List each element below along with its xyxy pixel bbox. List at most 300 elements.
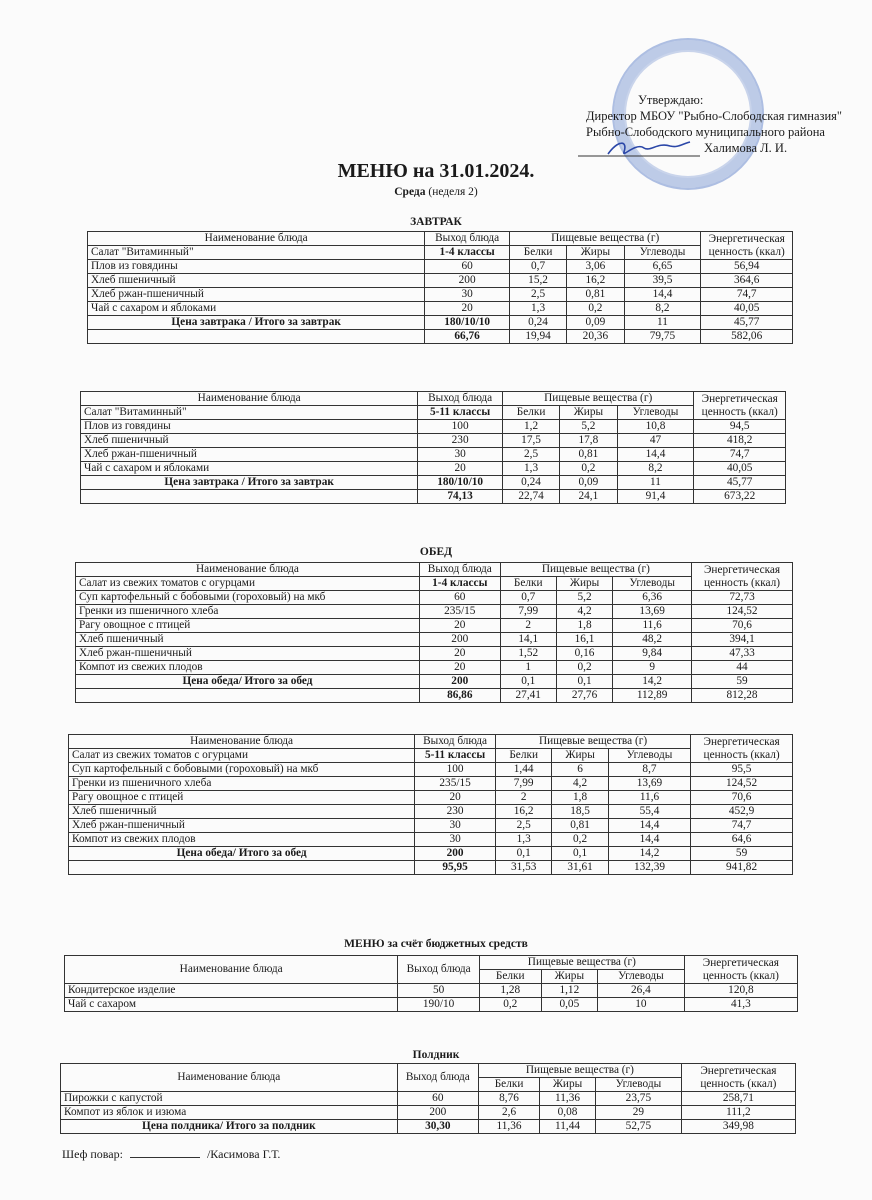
table-cell: 40,05	[701, 302, 793, 316]
table-cell: Хлеб ржан-пшеничный	[69, 819, 415, 833]
table-cell: 1,8	[552, 791, 608, 805]
table-cell: 59	[692, 675, 793, 689]
table-cell: 29	[595, 1106, 681, 1120]
table-cell: 6	[552, 763, 608, 777]
header-carbs: Углеводы	[617, 406, 694, 420]
header-yield: Выход блюда	[415, 735, 496, 749]
header-protein: Белки	[509, 246, 566, 260]
header-row	[81, 392, 786, 406]
table-cell: 2	[500, 619, 556, 633]
table-cell: 45,77	[701, 316, 793, 330]
table-cell: 180/10/10	[425, 316, 510, 330]
table-snack	[60, 1063, 796, 1134]
table-cell: 8,2	[624, 302, 701, 316]
director-signature	[578, 136, 700, 162]
table-row	[69, 777, 793, 791]
table-cell: 0,7	[500, 591, 556, 605]
table-cell: Плов из говядины	[88, 260, 425, 274]
table-cell: 16,2	[567, 274, 624, 288]
header-row	[88, 246, 793, 260]
table-cell: Цена обеда/ Итого за обед	[76, 675, 420, 689]
header-energy: Энергетическая ценность (ккал)	[701, 232, 793, 260]
table-cell: 59	[691, 847, 793, 861]
table-lunch-1-4	[75, 562, 793, 703]
header-protein: Белки	[502, 406, 559, 420]
table-cell: 47	[617, 434, 694, 448]
table-cell: 44	[692, 661, 793, 675]
table-cell: 14,2	[608, 847, 690, 861]
table-row	[76, 633, 793, 647]
table-cell: 17,5	[502, 434, 559, 448]
table-breakfast-5-11	[80, 391, 786, 504]
section-lunch: ОБЕД	[419, 546, 453, 558]
table-cell: 200	[425, 274, 510, 288]
table-cell: 0,09	[560, 476, 617, 490]
table-cell: 45,77	[694, 476, 786, 490]
header-dish: Наименование блюда	[88, 232, 425, 246]
table-cell: 180/10/10	[418, 476, 503, 490]
table-cell: 60	[419, 591, 500, 605]
table-cell: 230	[418, 434, 503, 448]
table-cell: 70,6	[691, 791, 793, 805]
table-cell: 66,76	[425, 330, 510, 344]
header-row	[81, 406, 786, 420]
table-cell: Хлеб ржан-пшеничный	[76, 647, 420, 661]
table-cell: 0,2	[552, 833, 608, 847]
table-cell: 418,2	[694, 434, 786, 448]
table-cell: 20	[419, 647, 500, 661]
section-budget: МЕНЮ за счёт бюджетных средств	[344, 938, 528, 950]
table-cell: 14,2	[613, 675, 692, 689]
table-cell: 55,4	[608, 805, 690, 819]
total-row	[81, 490, 786, 504]
approval-line-4: Халимова Л. И.	[704, 141, 788, 155]
table-cell: 1,3	[502, 462, 559, 476]
table-cell: 86,86	[419, 689, 500, 703]
table-cell: 70,6	[692, 619, 793, 633]
table-cell: 364,6	[701, 274, 793, 288]
header-row	[69, 749, 793, 763]
header-nutrients: Пищевые вещества (г)	[502, 392, 693, 406]
table-cell: 20	[419, 661, 500, 675]
table-cell: 24,1	[560, 490, 617, 504]
table-cell: 0,1	[500, 675, 556, 689]
table-cell: 11	[624, 316, 701, 330]
table-cell: 23,75	[595, 1092, 681, 1106]
header-protein: Белки	[500, 577, 556, 591]
table-row	[65, 998, 798, 1012]
header-row	[61, 1064, 796, 1078]
table-cell: 30	[418, 448, 503, 462]
table-cell: 14,4	[624, 288, 701, 302]
table-cell: 14,4	[608, 833, 690, 847]
table-cell: 20,36	[567, 330, 624, 344]
table-cell: Гренки из пшеничного хлеба	[76, 605, 420, 619]
table-cell: 5,2	[560, 420, 617, 434]
header-row	[88, 232, 793, 246]
table-cell: 235/15	[419, 605, 500, 619]
total-row	[76, 675, 793, 689]
table-cell: 0,1	[495, 847, 551, 861]
table-cell: Салат "Витаминный"	[81, 406, 418, 420]
table-cell: 20	[415, 791, 496, 805]
table-cell: 41,3	[684, 998, 797, 1012]
chef-name: /Касимова Г.Т.	[206, 1147, 281, 1161]
total-row	[76, 689, 793, 703]
table-cell: Компот из яблок и изюма	[61, 1106, 398, 1120]
table-cell: 31,53	[495, 861, 551, 875]
table-row	[61, 1092, 796, 1106]
table-cell: 190/10	[398, 998, 480, 1012]
table-cell: 91,4	[617, 490, 694, 504]
header-fat: Жиры	[541, 970, 597, 984]
table-cell: 13,69	[613, 605, 692, 619]
table-cell: 2,5	[495, 819, 551, 833]
table-cell: 349,98	[681, 1120, 795, 1134]
table-cell: 31,61	[552, 861, 608, 875]
table-cell	[69, 861, 415, 875]
header-yield: Выход блюда	[419, 563, 500, 577]
table-cell: Рагу овощное с птицей	[69, 791, 415, 805]
table-row	[69, 819, 793, 833]
table-breakfast-1-4	[87, 231, 793, 344]
table-cell: 17,8	[560, 434, 617, 448]
table-cell: 1,2	[502, 420, 559, 434]
table-cell: 2,6	[479, 1106, 540, 1120]
table-cell: 230	[415, 805, 496, 819]
table-cell: Рагу овощное с птицей	[76, 619, 420, 633]
table-cell: 94,5	[694, 420, 786, 434]
table-cell: Цена завтрака / Итого за завтрак	[88, 316, 425, 330]
table-cell: Салат из свежих томатов с огурцами	[76, 577, 420, 591]
header-energy: Энергетическая ценность (ккал)	[691, 735, 793, 763]
table-cell: 74,7	[701, 288, 793, 302]
table-cell: 452,9	[691, 805, 793, 819]
table-row	[81, 448, 786, 462]
table-cell: 11,6	[613, 619, 692, 633]
header-fat: Жиры	[540, 1078, 596, 1092]
table-row	[88, 260, 793, 274]
table-cell: 16,2	[495, 805, 551, 819]
header-row	[69, 735, 793, 749]
table-row	[81, 420, 786, 434]
table-cell: 1	[500, 661, 556, 675]
chef-signature-line	[62, 1147, 280, 1162]
table-cell: 0,1	[556, 675, 612, 689]
table-cell: 8,7	[608, 763, 690, 777]
header-yield: Выход блюда	[418, 392, 503, 406]
header-yield: Выход блюда	[425, 232, 510, 246]
table-body	[81, 392, 786, 504]
header-protein: Белки	[495, 749, 551, 763]
signature-blank	[130, 1147, 200, 1158]
table-cell: 30,30	[397, 1120, 478, 1134]
table-cell: 18,5	[552, 805, 608, 819]
table-cell: 10	[598, 998, 685, 1012]
header-carbs: Углеводы	[624, 246, 701, 260]
header-dish: Наименование блюда	[81, 392, 418, 406]
total-row	[88, 316, 793, 330]
table-lunch-5-11	[68, 734, 793, 875]
header-energy: Энергетическая ценность (ккал)	[681, 1064, 795, 1092]
table-cell: 2,5	[502, 448, 559, 462]
table-cell: 0,81	[567, 288, 624, 302]
header-carbs: Углеводы	[598, 970, 685, 984]
table-cell: Хлеб пшеничный	[69, 805, 415, 819]
table-row	[76, 591, 793, 605]
header-fat: Жиры	[552, 749, 608, 763]
table-cell: 14,4	[617, 448, 694, 462]
table-cell: 111,2	[681, 1106, 795, 1120]
table-cell: 14,4	[608, 819, 690, 833]
table-row	[69, 763, 793, 777]
header-yield: Выход блюда	[397, 1064, 478, 1092]
table-cell: 0,05	[541, 998, 597, 1012]
table-cell: 11,36	[540, 1092, 596, 1106]
table-cell: 0,2	[560, 462, 617, 476]
table-cell: 0,08	[540, 1106, 596, 1120]
total-row	[88, 330, 793, 344]
table-cell: 39,5	[624, 274, 701, 288]
table-cell: 7,99	[500, 605, 556, 619]
table-row	[65, 984, 798, 998]
table-cell: 4,2	[552, 777, 608, 791]
total-row	[81, 476, 786, 490]
table-cell: 13,69	[608, 777, 690, 791]
header-fat: Жиры	[560, 406, 617, 420]
table-cell: 200	[415, 847, 496, 861]
table-cell: Хлеб ржан-пшеничный	[81, 448, 418, 462]
table-row	[61, 1106, 796, 1120]
table-cell: 100	[418, 420, 503, 434]
table-cell: 394,1	[692, 633, 793, 647]
table-cell: Чай с сахаром и яблоками	[81, 462, 418, 476]
table-cell: Хлеб пшеничный	[76, 633, 420, 647]
table-cell: Цена полдника/ Итого за полдник	[61, 1120, 398, 1134]
header-dish: Наименование блюда	[76, 563, 420, 577]
total-row	[61, 1120, 796, 1134]
table-cell: 30	[415, 833, 496, 847]
table-cell: 74,7	[694, 448, 786, 462]
table-cell: Салат "Витаминный"	[88, 246, 425, 260]
table-cell: 95,5	[691, 763, 793, 777]
header-row	[76, 577, 793, 591]
header-nutrients: Пищевые вещества (г)	[479, 1064, 682, 1078]
page-subtitle	[0, 186, 872, 198]
table-cell: 1,28	[479, 984, 541, 998]
approval-line-3: Рыбно-Слободского муниципального района	[586, 125, 825, 139]
header-dish: Наименование блюда	[61, 1064, 398, 1092]
approval-line-1: Утверждаю:	[638, 93, 704, 107]
table-cell: 11,36	[479, 1120, 540, 1134]
table-cell: 812,28	[692, 689, 793, 703]
table-cell: 64,6	[691, 833, 793, 847]
table-body	[88, 232, 793, 344]
table-cell: 8,2	[617, 462, 694, 476]
table-cell: 120,8	[684, 984, 797, 998]
table-cell: Компот из свежих плодов	[69, 833, 415, 847]
table-cell: Цена завтрака / Итого за завтрак	[81, 476, 418, 490]
table-cell: 0,2	[556, 661, 612, 675]
table-cell: Кондитерское изделие	[65, 984, 398, 998]
table-cell: Суп картофельный с бобовыми (гороховый) на мкб	[76, 591, 420, 605]
table-cell: 30	[425, 288, 510, 302]
header-group: 5-11 классы	[418, 406, 503, 420]
header-fat: Жиры	[567, 246, 624, 260]
table-cell: 7,99	[495, 777, 551, 791]
header-protein: Белки	[479, 1078, 540, 1092]
header-dish: Наименование блюда	[65, 956, 398, 984]
table-cell: 11,6	[608, 791, 690, 805]
table-cell: 20	[419, 619, 500, 633]
table-cell: 1,3	[495, 833, 551, 847]
table-cell: 3,06	[567, 260, 624, 274]
table-cell: 19,94	[509, 330, 566, 344]
table-cell: Чай с сахаром	[65, 998, 398, 1012]
table-cell: 0,2	[479, 998, 541, 1012]
table-cell	[88, 330, 425, 344]
header-group: 1-4 классы	[419, 577, 500, 591]
table-cell: 9,84	[613, 647, 692, 661]
table-cell: 74,13	[418, 490, 503, 504]
table-row	[76, 647, 793, 661]
table-cell: 1,44	[495, 763, 551, 777]
total-row	[69, 861, 793, 875]
table-cell: 200	[419, 633, 500, 647]
section-snack: Полдник	[412, 1049, 460, 1061]
table-cell: 11,44	[540, 1120, 596, 1134]
table-cell: 11	[617, 476, 694, 490]
table-cell: 16,1	[556, 633, 612, 647]
table-cell: 27,41	[500, 689, 556, 703]
table-cell: 74,7	[691, 819, 793, 833]
header-carbs: Углеводы	[608, 749, 690, 763]
header-carbs: Углеводы	[613, 577, 692, 591]
table-row	[81, 434, 786, 448]
table-cell: 200	[397, 1106, 478, 1120]
table-cell: Салат из свежих томатов с огурцами	[69, 749, 415, 763]
table-cell: 0,16	[556, 647, 612, 661]
header-energy: Энергетическая ценность (ккал)	[694, 392, 786, 420]
table-cell: 6,36	[613, 591, 692, 605]
table-cell: 124,52	[692, 605, 793, 619]
table-cell: 0,81	[552, 819, 608, 833]
table-cell: Суп картофельный с бобовыми (гороховый) на мкб	[69, 763, 415, 777]
table-row	[69, 833, 793, 847]
subtitle-week: (неделя 2)	[428, 186, 478, 198]
table-cell: 9	[613, 661, 692, 675]
table-row	[88, 302, 793, 316]
table-cell: 27,76	[556, 689, 612, 703]
table-cell: 0,24	[502, 476, 559, 490]
header-protein: Белки	[479, 970, 541, 984]
header-fat: Жиры	[556, 577, 612, 591]
table-row	[76, 619, 793, 633]
table-cell: 1,3	[509, 302, 566, 316]
header-energy: Энергетическая ценность (ккал)	[692, 563, 793, 591]
table-cell: 0,09	[567, 316, 624, 330]
header-group: 5-11 классы	[415, 749, 496, 763]
table-cell: 47,33	[692, 647, 793, 661]
table-cell: 20	[418, 462, 503, 476]
table-cell: 673,22	[694, 490, 786, 504]
table-cell: 1,8	[556, 619, 612, 633]
table-row	[81, 462, 786, 476]
table-cell: 50	[398, 984, 480, 998]
table-cell: 235/15	[415, 777, 496, 791]
table-cell: 2	[495, 791, 551, 805]
table-cell: 72,73	[692, 591, 793, 605]
table-cell: 2,5	[509, 288, 566, 302]
table-cell: 56,94	[701, 260, 793, 274]
chef-label: Шеф повар:	[62, 1147, 123, 1161]
table-cell: 52,75	[595, 1120, 681, 1134]
table-row	[88, 288, 793, 302]
table-body	[65, 956, 798, 1012]
table-row	[69, 791, 793, 805]
header-nutrients: Пищевые вещества (г)	[479, 956, 684, 970]
table-cell: 0,1	[552, 847, 608, 861]
table-cell: 582,06	[701, 330, 793, 344]
header-carbs: Углеводы	[595, 1078, 681, 1092]
table-cell	[76, 689, 420, 703]
table-cell: 0,24	[509, 316, 566, 330]
table-cell: 95,95	[415, 861, 496, 875]
subtitle-day: Среда	[394, 186, 426, 198]
table-cell: 0,2	[567, 302, 624, 316]
table-cell: Гренки из пшеничного хлеба	[69, 777, 415, 791]
table-cell: 10,8	[617, 420, 694, 434]
table-cell: 124,52	[691, 777, 793, 791]
total-row	[69, 847, 793, 861]
table-cell: Хлеб пшеничный	[88, 274, 425, 288]
table-cell: 5,2	[556, 591, 612, 605]
table-row	[76, 661, 793, 675]
approval-line-2: Директор МБОУ "Рыбно-Слободская гимназия"	[586, 109, 842, 123]
table-cell: Хлеб ржан-пшеничный	[88, 288, 425, 302]
table-body	[76, 563, 793, 703]
table-cell: 1,12	[541, 984, 597, 998]
page-title: МЕНЮ на 31.01.2024.	[337, 160, 535, 182]
table-cell: Компот из свежих плодов	[76, 661, 420, 675]
table-cell: 941,82	[691, 861, 793, 875]
table-row	[88, 274, 793, 288]
table-cell: 200	[419, 675, 500, 689]
section-breakfast: ЗАВТРАК	[410, 216, 462, 228]
table-cell: 48,2	[613, 633, 692, 647]
table-cell: Чай с сахаром и яблоками	[88, 302, 425, 316]
table-cell: 0,81	[560, 448, 617, 462]
table-cell: 8,76	[479, 1092, 540, 1106]
header-group: 1-4 классы	[425, 246, 510, 260]
table-cell: 60	[397, 1092, 478, 1106]
table-cell: 60	[425, 260, 510, 274]
table-cell: 22,74	[502, 490, 559, 504]
table-cell: Плов из говядины	[81, 420, 418, 434]
header-nutrients: Пищевые вещества (г)	[509, 232, 700, 246]
table-cell: Цена обеда/ Итого за обед	[69, 847, 415, 861]
table-budget	[64, 955, 798, 1012]
header-row	[76, 563, 793, 577]
table-cell: Пирожки с капустой	[61, 1092, 398, 1106]
table-cell: 79,75	[624, 330, 701, 344]
header-yield: Выход блюда	[398, 956, 480, 984]
table-cell: 1,52	[500, 647, 556, 661]
table-row	[76, 605, 793, 619]
table-cell: 15,2	[509, 274, 566, 288]
header-nutrients: Пищевые вещества (г)	[495, 735, 690, 749]
table-cell: 40,05	[694, 462, 786, 476]
